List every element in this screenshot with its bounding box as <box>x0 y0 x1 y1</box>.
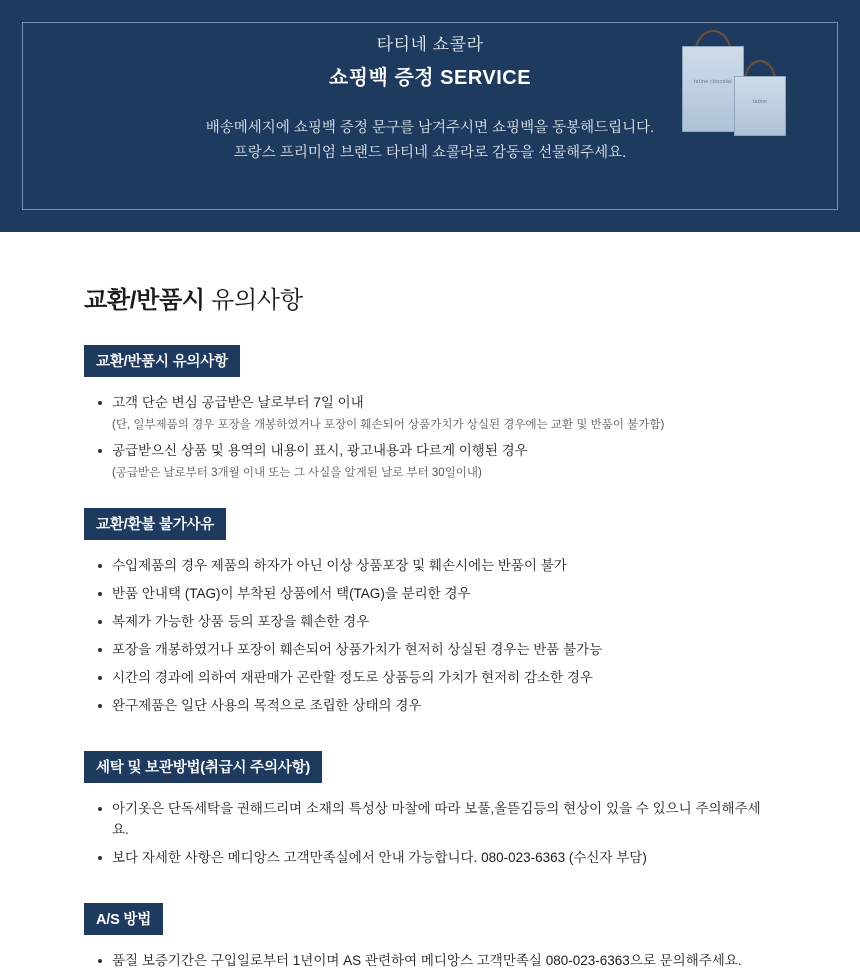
list-item-text: 공급받으신 상품 및 용역의 내용이 표시, 광고내용과 다르게 이행된 경우 <box>112 443 528 459</box>
list-item-text: 고객 단순 변심 공급받은 날로부터 7일 이내 <box>112 395 364 410</box>
list-item-text: 포장을 개봉하였거나 포장이 훼손되어 상품가치가 현저히 상실된 경우는 반품 불가능 <box>112 642 603 658</box>
section-list <box>84 556 776 717</box>
list-item <box>98 848 776 869</box>
list-item <box>98 556 776 577</box>
list-item <box>98 668 776 689</box>
list-item-note: (단, 일부제품의 경우 포장을 개봉하였거나 포장이 훼손되어 상품가치가 상실된 경우에는 교환 및 반품이 불가함) <box>112 418 665 431</box>
section-list <box>84 799 776 869</box>
policy-content <box>0 232 860 972</box>
list-item <box>98 584 776 605</box>
section-exchange-refund-ineligible <box>84 508 776 717</box>
list-item-text: 반품 안내택 (TAG)이 부착된 상품에서 택(TAG)을 분리한 경우 <box>112 586 471 602</box>
promo-banner <box>0 0 860 232</box>
list-item-text: 완구제품은 일단 사용의 목적으로 조립한 상태의 경우 <box>112 697 422 713</box>
list-item <box>98 696 776 717</box>
section-washing-storage <box>84 751 776 869</box>
promo-description-line-1: 배송메세지에 쇼핑백 증정 문구를 남겨주시면 쇼핑백을 동봉해드립니다. <box>205 120 655 136</box>
list-item-text: 품질 보증기간은 구입일로부터 1년이며 AS 관련하여 메디앙스 고객만족실 080-023-6363으로 문의해주세요. <box>112 952 742 968</box>
section-exchange-return-notice <box>84 345 776 482</box>
section-list <box>84 393 776 482</box>
list-item <box>98 799 776 841</box>
section-heading: 교환/반품시 유의사항 <box>84 345 240 377</box>
shopping-bag-small-label: tatine <box>752 99 768 105</box>
list-item <box>98 951 776 972</box>
list-item <box>98 393 776 434</box>
shopping-bag-illustration <box>668 38 798 148</box>
page-title <box>84 280 776 315</box>
list-item <box>98 612 776 633</box>
shopping-bag-small-icon <box>734 76 786 136</box>
shopping-bag-large-label: tatine chocolat <box>693 79 733 85</box>
list-item <box>98 441 776 482</box>
section-heading: 세탁 및 보관방법(취급시 주의사항) <box>84 751 322 783</box>
list-item-text: 보다 자세한 사항은 메디앙스 고객만족실에서 안내 가능합니다. 080-023-6363 (수신자 부담) <box>112 849 647 865</box>
list-item-text: 아기옷은 단독세탁을 권해드리며 소재의 특성상 마찰에 따라 보풀,올뜯김등의 현상이 있을 수 있으니 주의해주세요. <box>112 800 761 837</box>
list-item <box>98 640 776 661</box>
section-as-method <box>84 903 776 972</box>
list-item-text: 시간의 경과에 의하여 재판매가 곤란할 정도로 상품등의 가치가 현저히 감소한 경우 <box>112 670 593 686</box>
promo-description-line-2: 프랑스 프리미엄 브랜드 타티네 쇼콜라로 감동을 선물해주세요. <box>233 145 627 162</box>
list-item-note: (공급받은 날로부터 3개월 이내 또는 그 사실을 알게된 날로 부터 30일이내) <box>112 467 482 480</box>
page-title-rest: 유의사항 <box>204 287 303 314</box>
page-title-bold: 교환/반품시 <box>84 287 205 314</box>
section-list <box>84 951 776 972</box>
section-heading: A/S 방법 <box>84 903 163 935</box>
list-item-text: 복제가 가능한 상품 등의 포장을 훼손한 경우 <box>112 614 370 630</box>
section-heading: 교환/환불 불가사유 <box>84 508 226 540</box>
promo-headline: 쇼핑백 증정 SERVICE <box>328 67 532 89</box>
list-item-text: 수입제품의 경우 제품의 하자가 아닌 이상 상품포장 및 훼손시에는 반품이 불가 <box>112 558 567 574</box>
promo-brand-name: 타티네 쇼콜라 <box>376 35 484 54</box>
